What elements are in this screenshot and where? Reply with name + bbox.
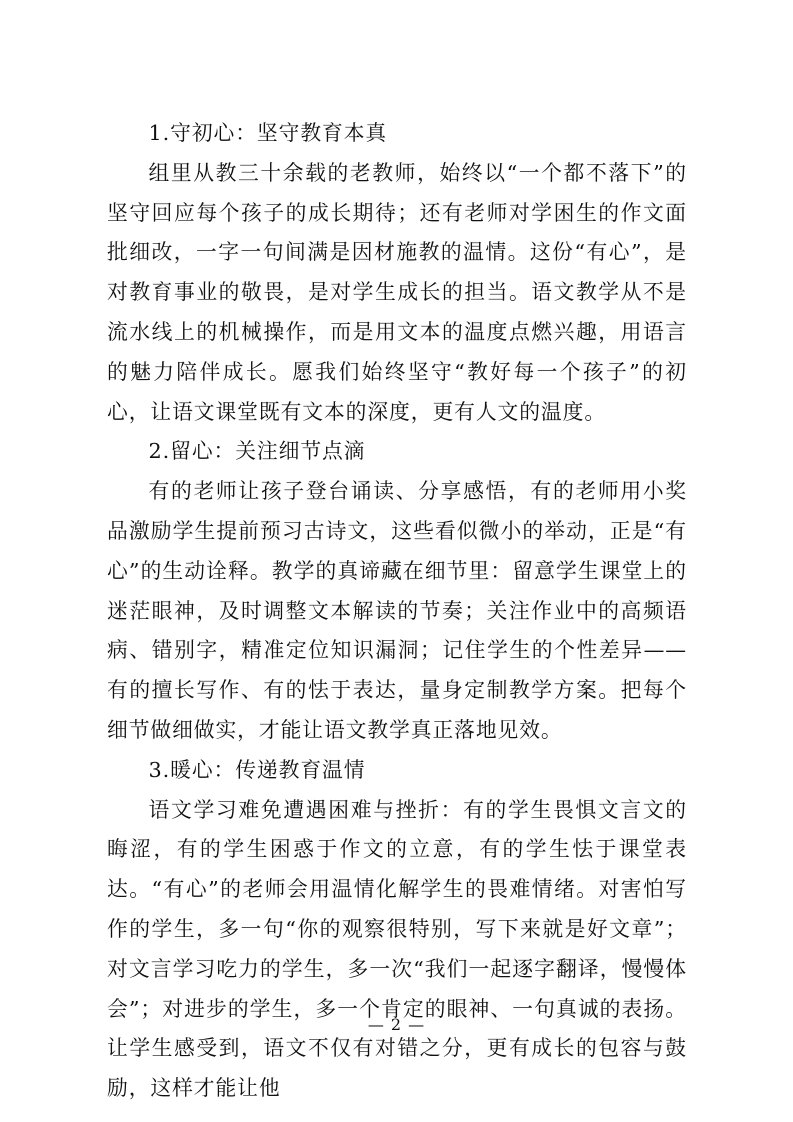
section-1 (107, 114, 687, 432)
page-number: — 2 — (367, 1015, 426, 1034)
section-heading-1: 1.守初心：坚守教育本真 (148, 121, 388, 145)
section-heading-3: 3.暖心：传递教育温情 (148, 757, 366, 782)
section-paragraph-1: 组里从教三十余载的老教师，始终以“一个都不落下”的坚守回应每个孩子的成长期待；还有老师对学困生的作文面批细改，一字一句间满是因材施教的温情。这份“有心”，是对教育事业的敬畏，是对学生成长的担当。语文教学从不是流水线上的机械操作，而是用文本的温度点燃兴趣，用语言的魅力陪伴成长。愿我们始终坚守“教好每一个孩子”的初心，让语文课堂既有文本的深度，更有人文的温度。 (107, 160, 687, 424)
document-body (107, 114, 687, 1109)
section-heading-2: 2.留心：关注细节点滴 (148, 439, 366, 464)
section-paragraph-2: 有的老师让孩子登台诵读、分享感悟，有的老师用小奖品激励学生提前预习古诗文，这些看似微小的举动，正是“有心”的生动诠释。教学的真谛藏在细节里：留意学生课堂上的迷茫眼神，及时调整文本解读的节奏；关注作业中的高频语病、错别字，精准定位知识漏洞；记住学生的个性差异——有的擅长写作、有的怯于表达，量身定制教学方案。把每个细节做细做实，才能让语文教学真正落地见效。 (107, 479, 687, 742)
section-3 (107, 751, 687, 1109)
section-2 (107, 432, 687, 750)
section-paragraph-3: 语文学习难免遭遇困难与挫折：有的学生畏惧文言文的晦涩，有的学生困惑于作文的立意，有的学生怯于课堂表达。“有心”的老师会用温情化解学生的畏难情绪。对害怕写作的学生，多一句“你的观察很特别，写下来就是好文章”；对文言学习吃力的学生，多一次“我们一起逐字翻译，慢慢体会”；对进步的学生，多一个肯定的眼神、一句真诚的表扬。让学生感受到，语文不仅有对错之分，更有成长的包容与鼓励，这样才能让他 (107, 797, 687, 1101)
